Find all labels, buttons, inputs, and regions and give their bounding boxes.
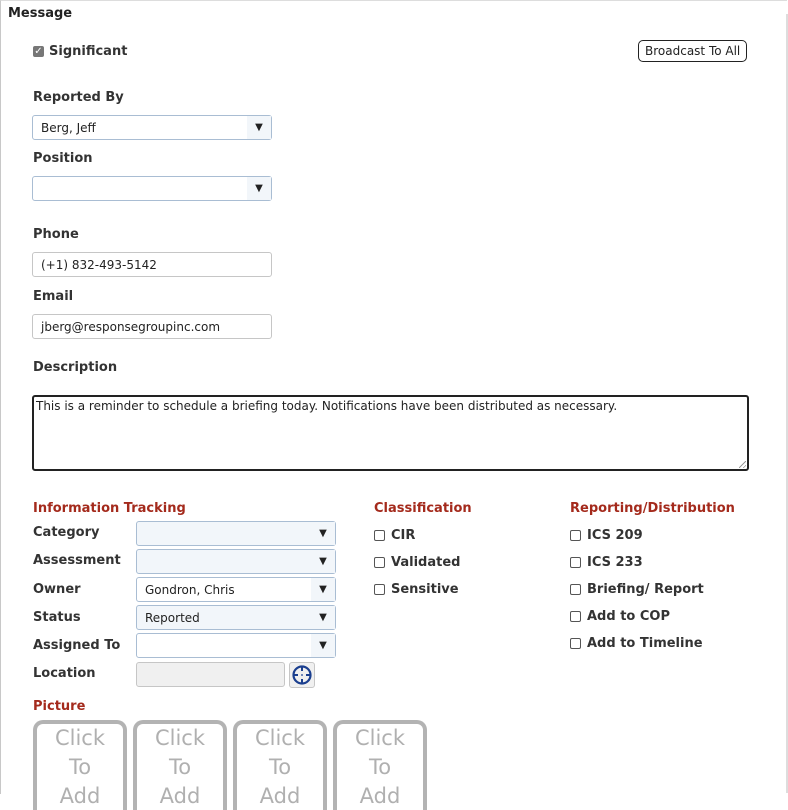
- location-label: Location: [33, 666, 96, 681]
- validated-checkbox[interactable]: [374, 557, 385, 568]
- chevron-down-icon: ▼: [311, 550, 335, 573]
- sensitive-checkbox[interactable]: [374, 584, 385, 595]
- assessment-label: Assessment: [33, 553, 121, 568]
- chevron-down-icon: ▼: [311, 606, 335, 629]
- email-label: Email: [33, 289, 74, 304]
- phone-label: Phone: [33, 227, 79, 242]
- status-value: Reported: [145, 611, 200, 625]
- reported-by-value: Berg, Jeff: [41, 121, 96, 135]
- briefing-checkbox[interactable]: [570, 584, 581, 595]
- significant-label: Significant: [49, 44, 128, 59]
- picture-title: Picture: [33, 699, 86, 714]
- cir-label: CIR: [391, 528, 416, 543]
- picture-slot-text: Click: [154, 726, 206, 750]
- picture-slot-text: Add: [159, 784, 201, 808]
- crosshair-icon: [290, 663, 314, 687]
- owner-value: Gondron, Chris: [145, 583, 235, 597]
- email-input[interactable]: [32, 314, 272, 339]
- phone-input[interactable]: [32, 252, 272, 277]
- description-label: Description: [33, 360, 118, 375]
- resize-handle[interactable]: [739, 461, 746, 468]
- cop-checkbox[interactable]: [570, 611, 581, 622]
- chevron-down-icon: ▼: [247, 177, 271, 200]
- owner-select[interactable]: [136, 577, 336, 602]
- chevron-down-icon: ▼: [247, 116, 271, 139]
- ics209-checkbox[interactable]: [570, 530, 581, 541]
- briefing-label: Briefing/ Report: [587, 582, 704, 597]
- timeline-label: Add to Timeline: [587, 636, 703, 651]
- picture-slot-1[interactable]: [33, 720, 127, 810]
- ics233-checkbox[interactable]: [570, 557, 581, 568]
- chevron-down-icon: ▼: [311, 522, 335, 545]
- phone-value: (+1) 832-493-5142: [41, 258, 157, 272]
- picture-slot-text: To: [268, 755, 292, 779]
- broadcast-to-all-button[interactable]: Broadcast To All: [638, 40, 747, 62]
- picture-slot-text: Click: [354, 726, 406, 750]
- locate-button[interactable]: [289, 662, 315, 688]
- category-select[interactable]: [136, 521, 336, 546]
- info-tracking-title: Information Tracking: [33, 501, 186, 516]
- status-select[interactable]: [136, 605, 336, 630]
- position-select[interactable]: [32, 176, 272, 201]
- picture-slot-2[interactable]: [133, 720, 227, 810]
- picture-slot-text: Click: [54, 726, 106, 750]
- email-value: jberg@responsegroupinc.com: [41, 320, 221, 334]
- panel-title: Message: [8, 6, 73, 21]
- assessment-select[interactable]: [136, 549, 336, 574]
- classification-title: Classification: [374, 501, 472, 516]
- location-input[interactable]: [136, 662, 285, 687]
- timeline-checkbox[interactable]: [570, 638, 581, 649]
- category-label: Category: [33, 525, 100, 540]
- picture-slot-text: Click: [254, 726, 306, 750]
- cir-checkbox[interactable]: [374, 530, 385, 541]
- significant-checkbox[interactable]: [33, 46, 44, 57]
- picture-slot-text: To: [368, 755, 392, 779]
- sensitive-label: Sensitive: [391, 582, 459, 597]
- check-icon: ✓: [34, 46, 43, 57]
- picture-slot-text: To: [168, 755, 192, 779]
- picture-slot-text: Add: [359, 784, 401, 808]
- validated-label: Validated: [391, 555, 461, 570]
- picture-slot-4[interactable]: [333, 720, 427, 810]
- owner-label: Owner: [33, 582, 81, 597]
- assigned-to-select[interactable]: [136, 633, 336, 658]
- reported-by-label: Reported By: [33, 90, 124, 105]
- description-textarea[interactable]: [32, 395, 749, 471]
- assigned-to-label: Assigned To: [33, 638, 121, 653]
- picture-slot-3[interactable]: [233, 720, 327, 810]
- reported-by-select[interactable]: [32, 115, 272, 140]
- picture-slot-text: Add: [259, 784, 301, 808]
- status-label: Status: [33, 610, 81, 625]
- ics209-label: ICS 209: [587, 528, 643, 543]
- picture-slot-text: To: [68, 755, 92, 779]
- description-value: This is a reminder to schedule a briefing today. Notifications have been distributed as necessary.: [36, 399, 618, 413]
- chevron-down-icon: ▼: [311, 578, 335, 601]
- ics233-label: ICS 233: [587, 555, 643, 570]
- cop-label: Add to COP: [587, 609, 670, 624]
- position-label: Position: [33, 151, 93, 166]
- chevron-down-icon: ▼: [311, 634, 335, 657]
- picture-slot-text: Add: [59, 784, 101, 808]
- reporting-title: Reporting/Distribution: [570, 501, 735, 516]
